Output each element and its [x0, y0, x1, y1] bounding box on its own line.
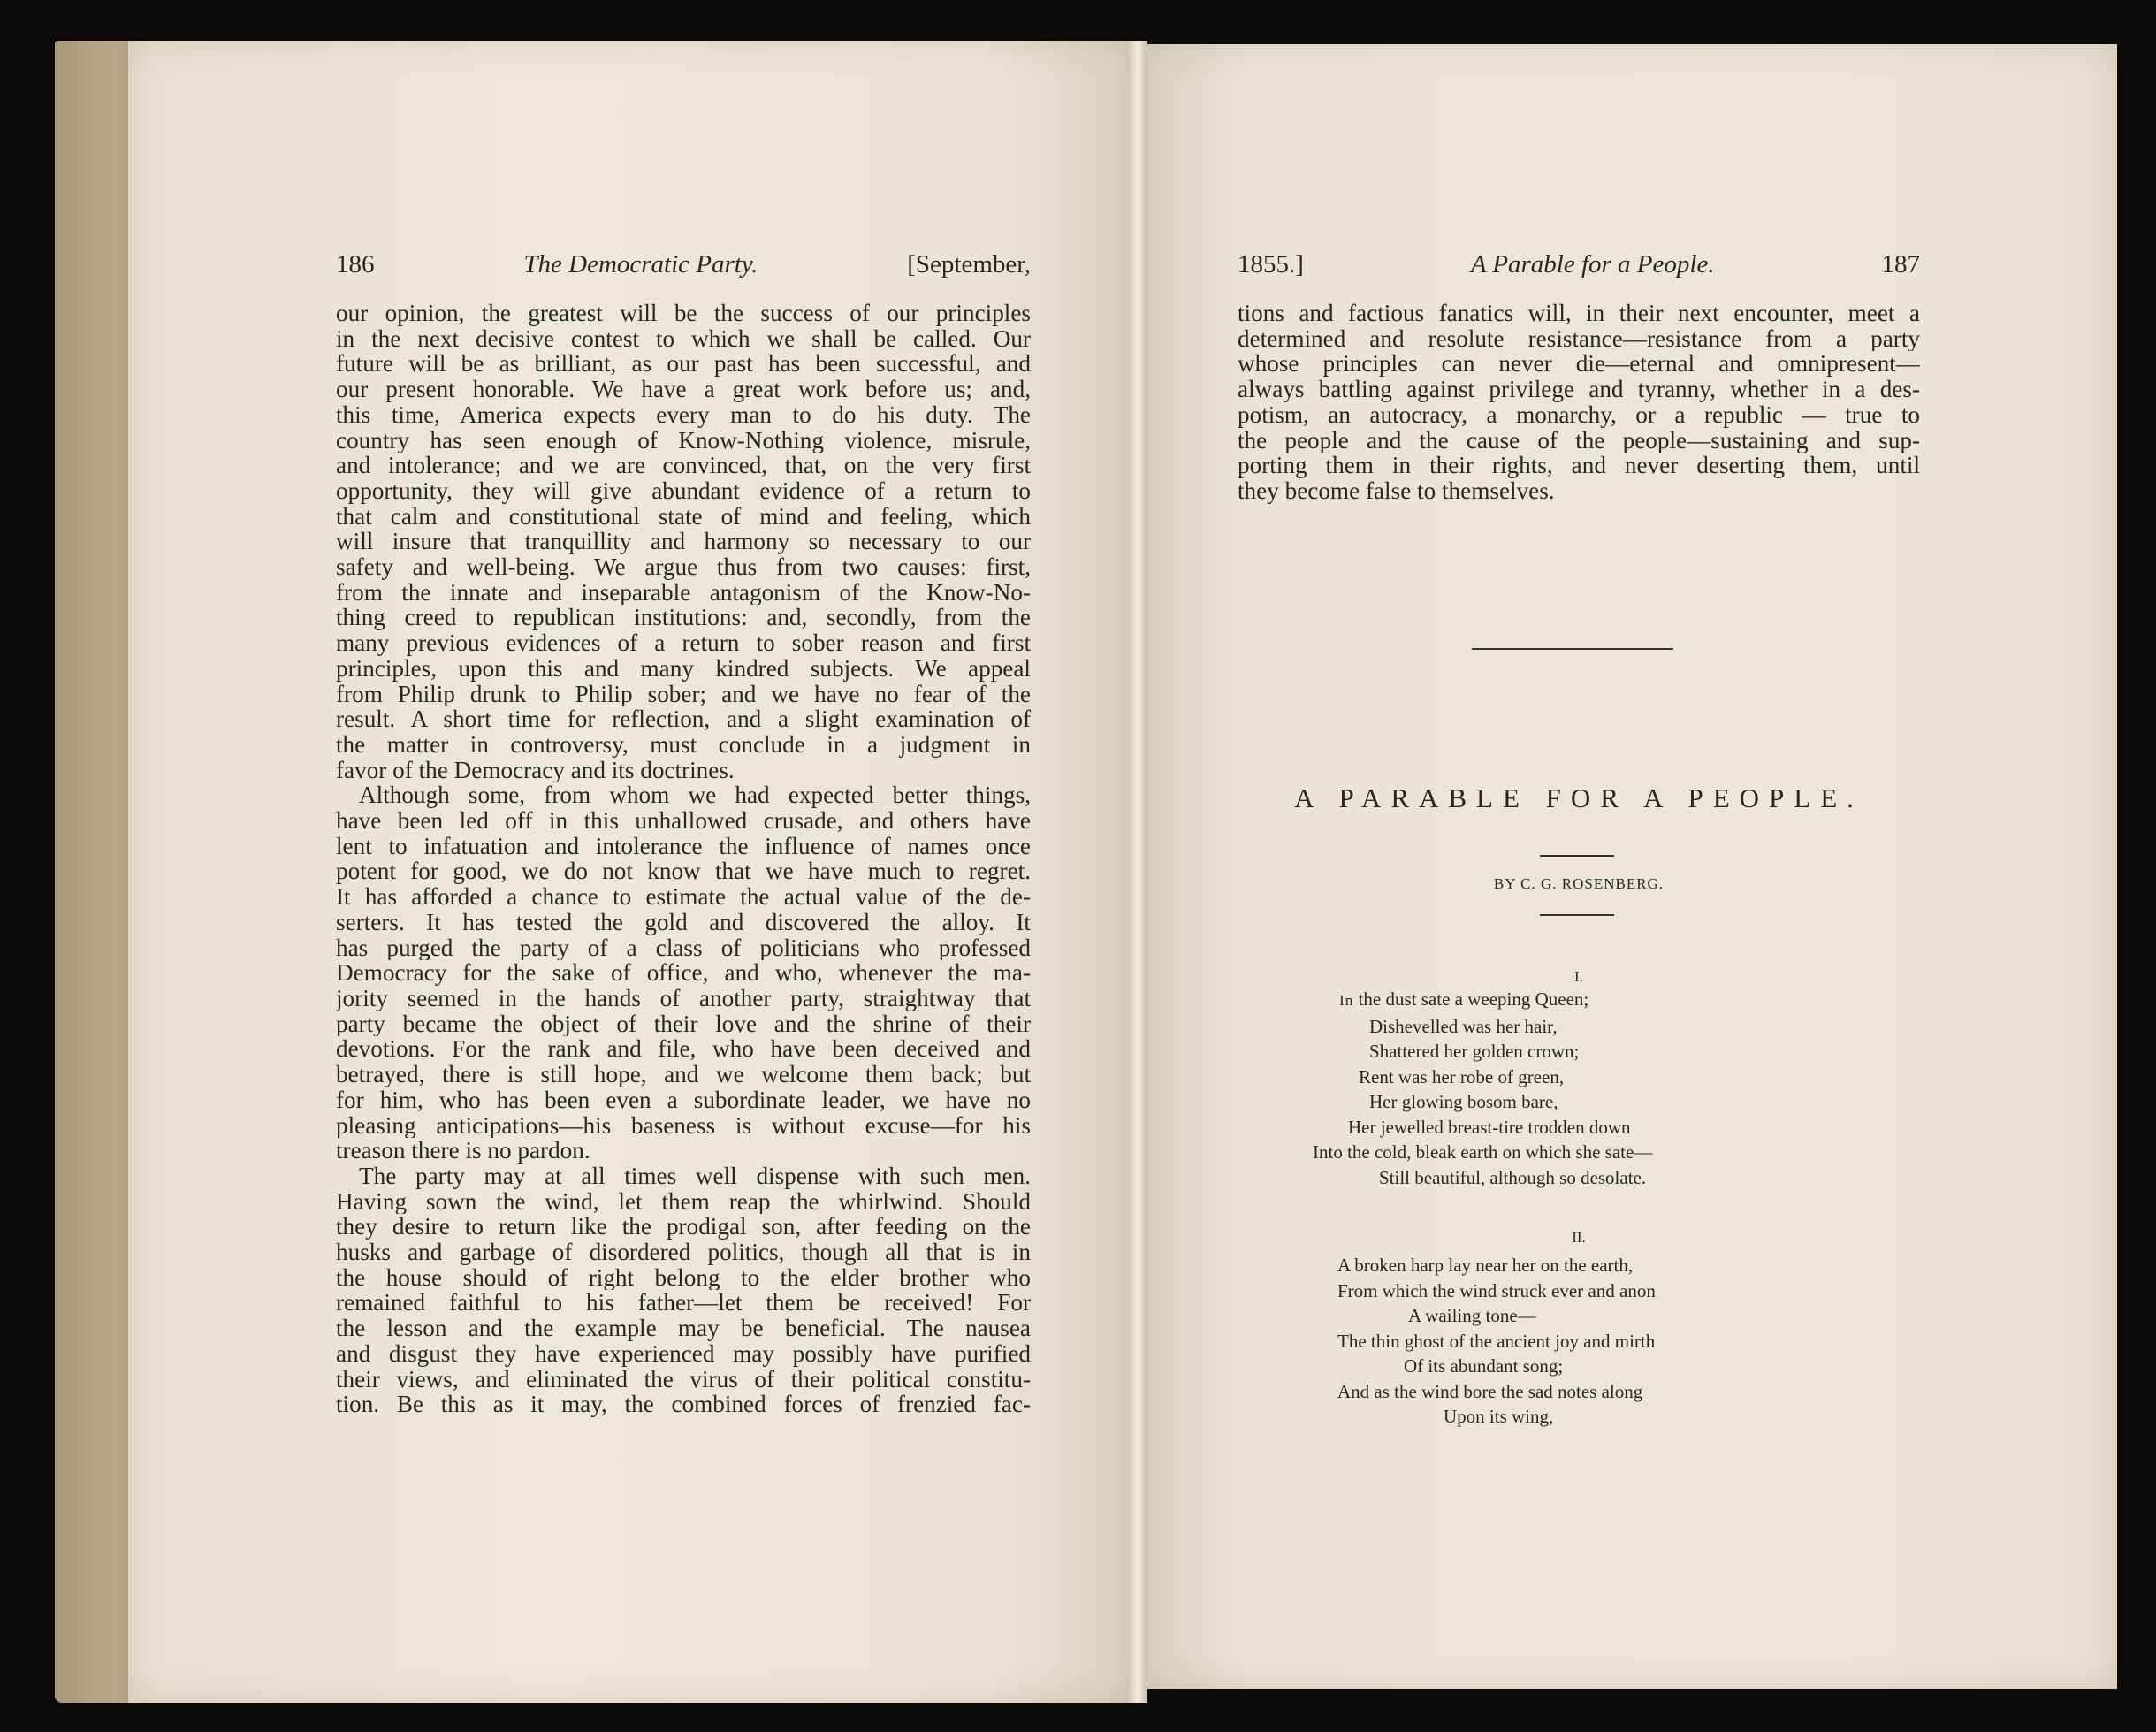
- poem-line: Rent was her robe of green,: [1359, 1065, 1565, 1087]
- stanza-1: [1313, 987, 1653, 1190]
- right-body-text: [1238, 301, 1920, 504]
- stanza-1-number: I.: [1574, 968, 1583, 985]
- right-body-line: they become false to themselves.: [1238, 477, 1555, 504]
- right-page-number: 187: [1881, 250, 1920, 278]
- left-body-line: they desire to return like the prodigal son, after feeding on the: [336, 1214, 1031, 1240]
- left-body-line: and disgust they have experienced may possibly have purified: [336, 1340, 1031, 1367]
- left-body-line: The party may at all times well dispense with such men.: [359, 1163, 1031, 1189]
- poem-line: Her jewelled breast-tire trodden down: [1348, 1116, 1631, 1138]
- left-body-line: the lesson and the example may be beneficial. The nausea: [336, 1316, 1031, 1341]
- right-body-line: potism, an autocracy, a monarchy, or a republic — true to: [1238, 401, 1920, 428]
- left-body-line: will insure that tranquillity and harmony so necessary to our: [336, 529, 1031, 555]
- right-page: [1136, 44, 2117, 1689]
- poem-line: Dishevelled was her hair,: [1369, 1015, 1558, 1037]
- left-body-line: Although some, from whom we had expected better things,: [359, 782, 1031, 809]
- right-body-line: tions and factious fanatics will, in their next encounter, meet a: [1238, 301, 1920, 326]
- left-body-line: from the innate and inseparable antagonism of the Know-No-: [336, 579, 1031, 606]
- poem-title: A PARABLE FOR A PEOPLE.: [1294, 782, 1863, 813]
- stanza-2: [1337, 1253, 1656, 1430]
- left-body-line: lent to infatuation and intolerance the influence of names once: [336, 833, 1031, 859]
- left-body-line: Having sown the wind, let them reap the whirlwind. Should: [336, 1188, 1031, 1215]
- poem-line: Her glowing bosom bare,: [1369, 1091, 1558, 1112]
- poem-line: Of its abundant song;: [1404, 1355, 1564, 1377]
- left-body-line: party became the object of their love and the shrine of their: [336, 1011, 1031, 1037]
- left-body-line: in the next decisive contest to which we shall be called. Our: [336, 325, 1031, 352]
- left-body-line: treason there is no pardon.: [336, 1138, 590, 1164]
- left-body-line: betrayed, there is still hope, and we welcome them back; but: [336, 1062, 1031, 1087]
- poem-byline: BY C. G. ROSENBERG.: [1493, 875, 1665, 892]
- left-body-line: result. A short time for reflection, and a slight examination of: [336, 706, 1031, 732]
- right-body-line: porting them in their rights, and never deserting them, until: [1238, 453, 1920, 478]
- left-body-line: for him, who has been even a subordinate leader, we have no: [336, 1087, 1031, 1113]
- poem-line-text: the dust sate a weeping Queen;: [1353, 988, 1589, 1010]
- left-body-line: serters. It has tested the gold and discovered the alloy. It: [336, 909, 1031, 935]
- left-body-line: jority seemed in the hands of another party, straightway that: [336, 985, 1031, 1011]
- stanza-2-number: II.: [1572, 1229, 1586, 1246]
- left-body-line: country has seen enough of Know-Nothing violence, misrule,: [336, 427, 1031, 454]
- left-body-line: potent for good, we do not know that we have much to regret.: [336, 858, 1031, 885]
- byline-rule: [1540, 914, 1614, 916]
- poem-line: From which the wind struck ever and anon: [1337, 1279, 1656, 1301]
- section-divider-rule: [1472, 648, 1673, 650]
- poem-line: Shattered her golden crown;: [1369, 1041, 1580, 1062]
- left-page-number: 186: [336, 250, 375, 278]
- left-body-line: thing creed to republican institutions: and, secondly, from the: [336, 605, 1031, 631]
- poem-initial-word: In: [1339, 992, 1354, 1009]
- left-body-line: has purged the party of a class of politicians who professed: [336, 935, 1031, 961]
- left-body-line: remained faithful to his father—let them be received! For: [336, 1290, 1031, 1316]
- poem-line: A wailing tone—: [1408, 1305, 1536, 1326]
- poem-line: And as the wind bore the sad notes along: [1337, 1380, 1643, 1402]
- book-gutter: [1128, 41, 1147, 1703]
- left-running-date: [September,: [907, 250, 1031, 278]
- poem-line: The thin ghost of the ancient joy and mirth: [1337, 1330, 1656, 1352]
- left-body-line: that calm and constitutional state of mind and feeling, which: [336, 503, 1031, 530]
- left-body-line: future will be as brilliant, as our past has been successful, and: [336, 351, 1031, 378]
- left-body-line: and intolerance; and we are convinced, that, on the very first: [336, 453, 1031, 478]
- left-body-line: the house should of right belong to the elder brother who: [336, 1264, 1031, 1291]
- left-running-title: The Democratic Party.: [523, 250, 758, 278]
- right-body-line: whose principles can never die—eternal and omnipresent—: [1238, 351, 1920, 378]
- left-body-line: many previous evidences of a return to sober reason and first: [336, 630, 1031, 656]
- left-body-line: tion. Be this as it may, the combined forces of frenzied fac-: [336, 1392, 1031, 1417]
- left-body-line: safety and well-being. We argue thus from two causes: first,: [336, 554, 1031, 580]
- left-body-line: favor of the Democracy and its doctrines.: [336, 757, 735, 783]
- left-body-line: opportunity, they will give abundant evidence of a return to: [336, 477, 1031, 504]
- left-body-line: our present honorable. We have a great work before us; and,: [336, 377, 1031, 402]
- left-running-head: [336, 250, 1031, 279]
- poem-line: Into the cold, bleak earth on which she sate—: [1313, 1141, 1653, 1163]
- left-body-line: our opinion, the greatest will be the success of our principles: [336, 301, 1031, 326]
- right-body-line: determined and resolute resistance—resistance from a party: [1238, 325, 1920, 352]
- left-body-line: devotions. For the rank and file, who have been deceived and: [336, 1036, 1031, 1063]
- left-body-line: principles, upon this and many kindred subjects. We appeal: [336, 655, 1031, 682]
- right-running-head: [1238, 250, 1920, 279]
- left-body-line: the matter in controversy, must conclude in a judgment in: [336, 731, 1031, 758]
- right-running-date: 1855.]: [1238, 250, 1304, 278]
- title-rule: [1540, 855, 1614, 857]
- poem-line: A broken harp lay near her on the earth,: [1337, 1255, 1634, 1276]
- left-body-line: their views, and eliminated the virus of their political constitu-: [336, 1366, 1031, 1392]
- poem-line: Still beautiful, although so desolate.: [1379, 1166, 1647, 1188]
- left-body-line: It has afforded a chance to estimate the actual value of the de-: [336, 884, 1031, 910]
- right-body-line: the people and the cause of the people—sustaining and sup-: [1238, 427, 1920, 454]
- left-body-text: [336, 301, 1031, 1417]
- poem-line: Upon its wing,: [1444, 1406, 1554, 1427]
- left-body-line: have been led off in this unhallowed crusade, and others have: [336, 808, 1031, 834]
- left-body-line: pleasing anticipations—his baseness is without excuse—for his: [336, 1112, 1031, 1139]
- left-body-line: from Philip drunk to Philip sober; and we have no fear of the: [336, 681, 1031, 707]
- left-body-line: this time, America expects every man to do his duty. The: [336, 401, 1031, 428]
- poem-line: [1339, 987, 1652, 1014]
- right-running-title: A Parable for a People.: [1470, 250, 1715, 278]
- left-body-line: Democracy for the sake of office, and who, whenever the ma-: [336, 960, 1031, 986]
- left-body-line: husks and garbage of disordered politics, though all that is in: [336, 1240, 1031, 1265]
- right-body-line: always battling against privilege and tyranny, whether in a des-: [1238, 377, 1920, 402]
